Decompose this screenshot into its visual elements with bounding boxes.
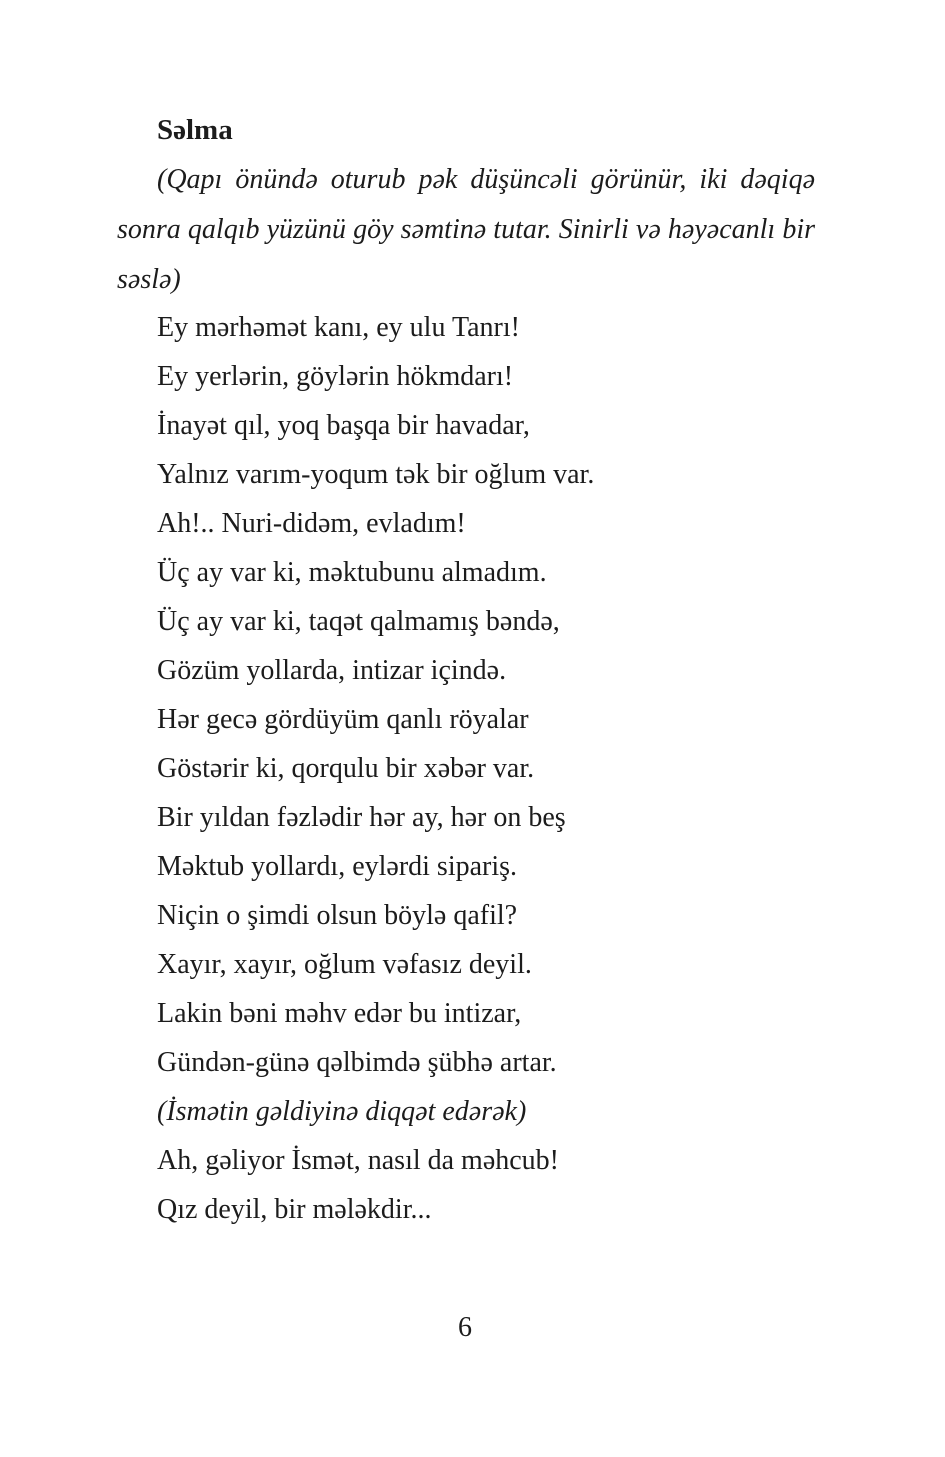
- verse-line: Niçin o şimdi olsun böylə qafil?: [157, 900, 518, 931]
- verse-line: Gündən-günə qəlbimdə şübhə artar.: [157, 1047, 557, 1078]
- verse-line: Göstərir ki, qorqulu bir xəbər var.: [157, 753, 535, 784]
- inline-stage-direction: (İsmətin gəldiyinə diqqət edərək): [157, 1096, 527, 1127]
- verse-line: Lakin bəni məhv edər bu intizar,: [157, 998, 522, 1029]
- verse-line: İnayət qıl, yoq başqa bir havadar,: [157, 410, 530, 441]
- verse-line: Ey mərhəmət kanı, ey ulu Tanrı!: [157, 312, 520, 343]
- verse-line: Məktub yollardı, eylərdi sipariş.: [157, 851, 518, 882]
- stage-direction: (Qapı önündə oturub pək düşüncəli görünür, iki dəqiqə sonra qalqıb yüzünü göy səmtinə tutar. Sinirli və həyəcanlı bir səslə): [117, 164, 815, 295]
- verse-line: Yalnız varım-yoqum tək bir oğlum var.: [157, 459, 595, 490]
- verse-line: Gözüm yollarda, intizar içində.: [157, 655, 507, 686]
- verse-line: Ah, gəliyor İsmət, nasıl da məhcub!: [157, 1145, 560, 1176]
- verse-line: Ey yerlərin, göylərin hökmdarı!: [157, 361, 514, 392]
- verse-block: [157, 303, 594, 1234]
- verse-line: Üç ay var ki, məktubunu almadım.: [157, 557, 547, 588]
- verse-line: Xayır, xayır, oğlum vəfasız deyil.: [157, 949, 532, 980]
- speaker-name: Səlma: [157, 114, 233, 146]
- verse-line: Ah!.. Nuri-didəm, evladım!: [157, 508, 466, 539]
- verse-line: Qız deyil, bir mələkdir...: [157, 1194, 432, 1225]
- page-number: 6: [458, 1312, 472, 1343]
- verse-line: Hər gecə gördüyüm qanlı röyalar: [157, 704, 529, 735]
- verse-line: Üç ay var ki, taqət qalmamış bəndə,: [157, 606, 560, 637]
- verse-line: Bir yıldan fəzlədir hər ay, hər on beş: [157, 802, 566, 833]
